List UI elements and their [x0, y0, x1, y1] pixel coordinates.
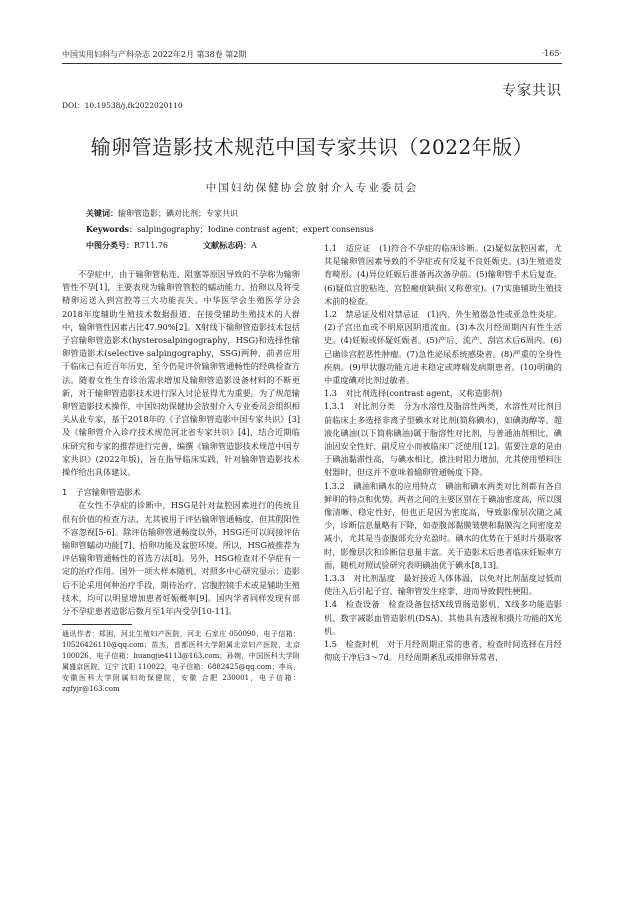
- footnote-rule: [62, 624, 132, 625]
- section-label: 专家共识: [502, 83, 562, 99]
- section-heading-1: 1 子宫输卵管造影术: [62, 487, 141, 498]
- equipment: 1.4 检查设备 检查设备包括X线胃肠造影机、X线多功能造影机、数字减影血管造影机(DSA)、其他具有透视和摄片功能的X光机。: [324, 599, 562, 636]
- exam-timing: 1.5 检查时机 对于月经周期正常的患者，检查时间选择在月经彻底干净后3～7d。月经周期紊乱或排卵异常者，: [324, 639, 562, 663]
- article-title: 输卵管造影技术规范中国专家共识（2022年版）: [90, 135, 534, 159]
- contrast-temperature: 1.3.3 对比剂温度 最好接近人体体温，以免对比剂温度过低而使注入后引起子宫、输卵管发生痉挛，进而导致假性梗阻。: [324, 573, 562, 597]
- contrast-agent-heading: 1.3 对比剂选择(contrast agent，又称造影剂): [324, 388, 503, 399]
- keywords-cn-text: 输卵管造影；碘对比剂；专家共识: [118, 209, 238, 218]
- authors: 中国妇幼保健协会放射介入专业委员会: [205, 182, 419, 194]
- keywords-en-label: Keywords：: [86, 224, 138, 234]
- page-number: ·165·: [541, 49, 562, 58]
- running-header: [62, 49, 562, 63]
- hsg-paragraph: 在女性不孕症的诊断中，HSG是针对盆腔因素进行的传统且很有价值的检查方法，尤其被用于评估输卵管通畅度，但其假阳性不容忽视[5-6]。除评估输卵管通畅度以外，HSG还可以间接评估输卵管蠕动功能[7]、拾卵功能及盆腔环境。所以，HSG被推荐为评估输卵管通畅性的首选方法[8]。另外，HSG检查对不孕症有一定的治疗作用。国外一项大样本随机、对照多中心研究显示：造影后不论采用何种治疗手段，期待治疗、宫腹腔镜手术或是辅助生殖技术，均可以明显增加患者妊娠概率[9]。国内学者同样发现有部分不孕症患者造影后数月至1年内受孕[10-11]。: [62, 500, 300, 617]
- clc-value: R711.76: [134, 241, 169, 250]
- right-column: [324, 242, 562, 665]
- footnote: 通讯作者：郑困，河北生殖妇产医院，河北 石家庄 050090，电子信箱：10526426110@qq.com；苗杰，首都医科大学附属北京妇产医院，北京 100026，电子信箱：huangjie4113@163.com；孙婉，中国医科大学附属盛京医院，辽宁 沈阳 110022，电子信箱：6882425@qq.com；李兵，安徽医科大学附属妇幼保健院，安徽 合肥 230001，电子信箱：zgfyjr@163.com: [62, 630, 300, 694]
- doc-code-value: A: [251, 241, 257, 250]
- header-rule: [62, 63, 562, 64]
- journal-info: 中国实用妇科与产科杂志 2022年2月 第38卷 第2期: [62, 50, 247, 59]
- left-column: [62, 268, 300, 695]
- doi: DOI：10.19538/j.fk2022020110: [62, 101, 183, 110]
- keywords-en-text: salpingography；Iodine contrast agent；expert consensus: [137, 225, 374, 234]
- intro-paragraph: 不孕症中，由于输卵管粘连、阻塞等原因导致的不孕称为输卵管性不孕[1]，主要表现为输卵管管腔的蠕动能力、拾卵以及将受精卵运送入到宫腔等三大功能丧失。中华医学会生殖医学分会2018年度辅助生殖技术数据报道，在接受辅助生殖技术的人群中，输卵管性因素占比47.90%[2]。X射线下输卵管造影技术包括子宫输卵管造影术(hysterosalpingography，HSG)和选择性输卵管造影术(selective salpingography，SSG)两种，前者应用于临床已有近百年历史，至今仍是评价输卵管通畅性的经典检查方法。随着女性生育诊治需求增加及输卵管造影设备材料的不断更新，对于输卵管造影技术进行深入讨论显得尤为重要。为了规范输卵管造影技术操作，中国妇幼保健协会放射介入专业委员会组织相关从业专家，基于2018年的《子宫输卵管造影中国专家共识》[3]及《输卵管介入诊疗技术规范河北省专家共识》[4]，结合近期临床研究和专家的推荐进行完善，编撰《输卵管造影技术规范中国专家共识》(2022年版)，旨在指导临床实践，针对输卵管造影技术操作给出具体建议。: [62, 269, 300, 478]
- contraindications: 1.2 禁忌证及相对禁忌证 (1)内、外生殖器急性或亚急性炎症。(2)子宫出血或不明原因阴道流血。(3)本次月经周期内有性生活史。(4)妊娠或怀疑妊娠者。(5)产后、流产、刮宫术后6周内。(6)已确诊宫腔恶性肿瘤。(7)急性泌尿系统感染者。(8)严重的全身性疾病。(9)甲状腺功能亢进未稳定或哮喘发病期患者。(10)明确的中重度碘对比剂过敏者。: [324, 309, 562, 386]
- keywords-cn: [86, 208, 238, 219]
- contrast-features: 1.3.2 碘油和碘水的应用特点 碘油和碘水两类对比剂都有各自鲜明的特点和优势。两者之间的主要区别在于碘油密度高，所以图像清晰、稳定性好，但也正是因为密度高，导致影像层次随之减少，诊断信息量略有下降，如壶腹部黏膜皱襞和黏膜沟之间密度差减小，尤其是当壶腹部充分充盈时。碘水的优势在于延时片摄取客时，影像层次和诊断信息量丰富。关于造影术后患者临床妊娠率方面，随机对照试验研究表明碘油优于碘水[8,13]。: [324, 480, 562, 570]
- contrast-classification: 1.3.1 对比剂分类 分为水溶性及脂溶性两类，水溶性对比剂目前临床上多选择非离子型碘水对比剂(简称碘水)，如碘海醇等。超液化碘油(以下简称碘油)属于脂溶性对比剂，与普通油剂相比，碘油因安全性好、副反应小而被临床广泛使用[12]。需要注意的是由于碘油黏滞性高，与碘水相比，推注时阻力增加，尤其使用塑料注射器时，但这并不意味着输卵管通畅度下降。: [324, 401, 562, 478]
- indications: 1.1 适应证 (1)符合不孕症的临床诊断。(2)疑似盆腔因素，尤其是输卵管因素导致的不孕症或有反复不良妊娠史。(3)生殖道发育畸形。(4)异位妊娠后准备再次备孕前。(5)输卵管手术后复查。(6)疑似宫腔粘连、宫腔瘢痕缺损(又称憩室)。(7)实施辅助生殖技术前的检查。: [324, 243, 562, 306]
- doc-code-label: 文献标志码：: [203, 240, 252, 250]
- keywords-cn-label: 关键词：: [86, 208, 118, 218]
- keywords-en: [86, 224, 373, 235]
- clc-label: 中图分类号：: [86, 240, 134, 250]
- classification: [86, 240, 257, 251]
